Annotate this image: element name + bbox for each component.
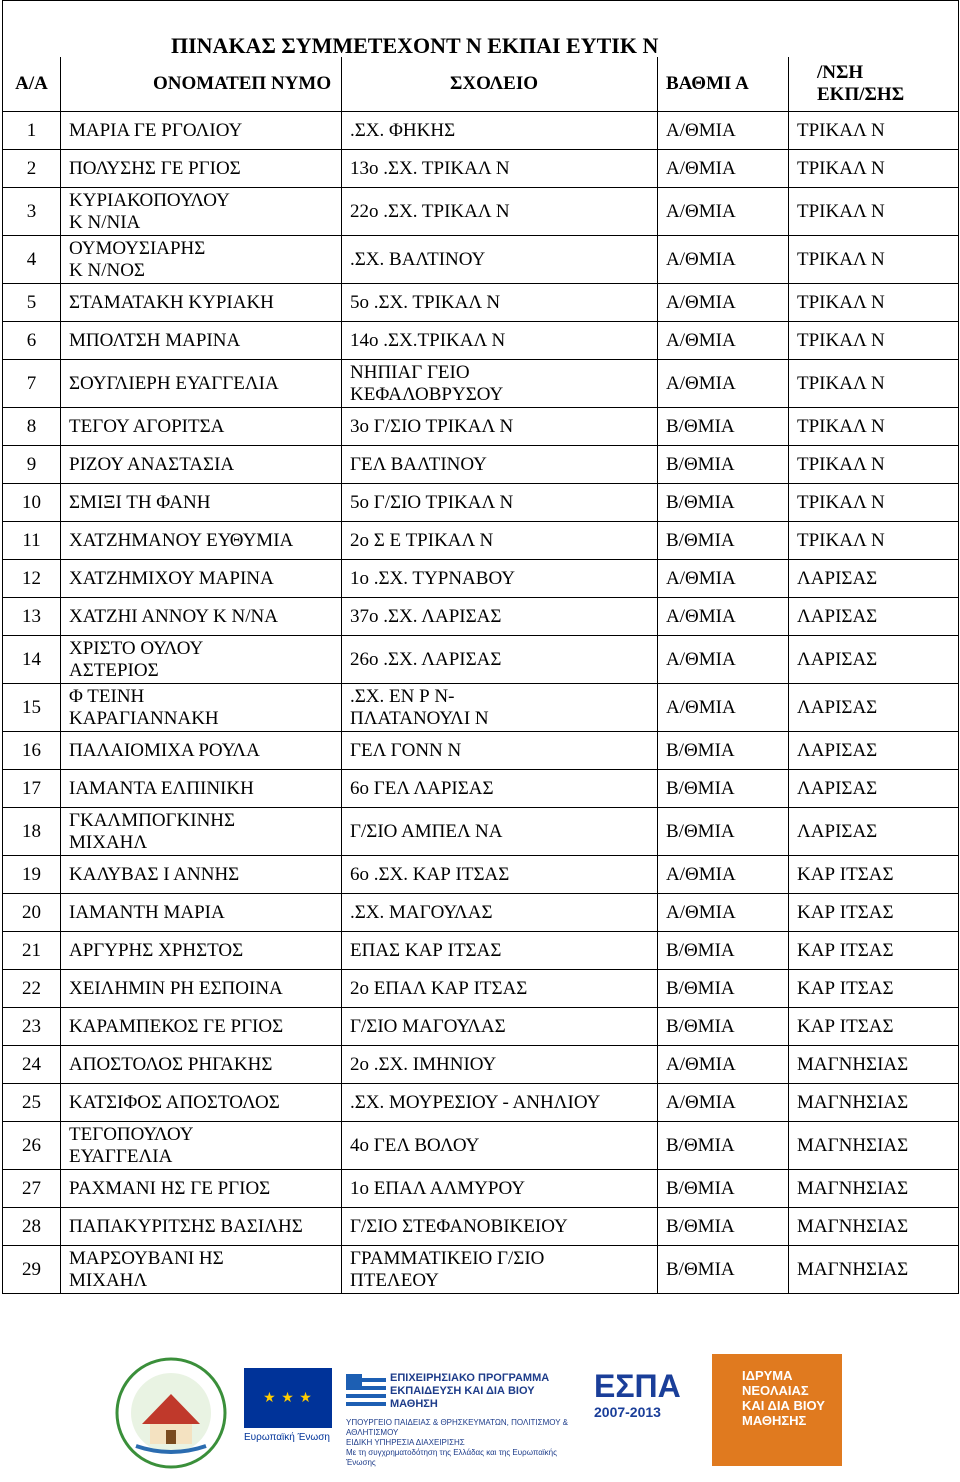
row-school: ΓΡΑΜΜΑΤΙΚΕΙΟ Γ/ΣΙΟ ΠΤΕΛΕΟΥ bbox=[342, 1246, 658, 1294]
row-school: ΓΕΛ ΒΑΛΤΙΝΟΥ bbox=[342, 446, 658, 484]
row-direction: ΤΡΙΚΑΛ Ν bbox=[789, 112, 959, 150]
row-number: 11 bbox=[3, 522, 61, 560]
row-school: .ΣΧ. ΕΝ Ρ Ν- ΠΛΑΤΑΝΟΥΛΙ Ν bbox=[342, 684, 658, 732]
table-row bbox=[3, 446, 959, 484]
row-level: Β/ΘΜΙΑ bbox=[658, 1170, 789, 1208]
row-level: Β/ΘΜΙΑ bbox=[658, 1008, 789, 1046]
row-name: ΡΑΧΜΑΝΙ ΗΣ ΓΕ ΡΓΙΟΣ bbox=[61, 1170, 342, 1208]
row-number: 27 bbox=[3, 1170, 61, 1208]
row-level: Α/ΘΜΙΑ bbox=[658, 636, 789, 684]
row-name: ΚΑΤΣΙΦΟΣ ΑΠΟΣΤΟΛΟΣ bbox=[61, 1084, 342, 1122]
row-name: ΜΑΡΙΑ ΓΕ ΡΓΟΛΙΟΥ bbox=[61, 112, 342, 150]
row-number: 24 bbox=[3, 1046, 61, 1084]
program-title: ΕΠΙΧΕΙΡΗΣΙΑΚΟ ΠΡΟΓΡΑΜΜΑ ΕΚΠΑΙΔΕΥΣΗ ΚΑΙ ΔΙΑ ΒΙΟΥ ΜΑΘΗΣΗ bbox=[390, 1372, 550, 1410]
row-school: 2ο .ΣΧ. ΙΜΗΝΙΟΥ bbox=[342, 1046, 658, 1084]
table-row bbox=[3, 1122, 959, 1170]
row-school: Γ/ΣΙΟ ΑΜΠΕΛ ΝΑ bbox=[342, 808, 658, 856]
row-level: Β/ΘΜΙΑ bbox=[658, 408, 789, 446]
table-row bbox=[3, 560, 959, 598]
row-number: 2 bbox=[3, 150, 61, 188]
table-row bbox=[3, 732, 959, 770]
row-name: ΧΑΤΖΗΙ ΑΝΝΟΥ Κ Ν/ΝΑ bbox=[61, 598, 342, 636]
row-school: .ΣΧ. ΜΟΥΡΕΣΙΟΥ - ΑΝΗΛΙΟΥ bbox=[342, 1084, 658, 1122]
row-level: Β/ΘΜΙΑ bbox=[658, 970, 789, 1008]
row-number: 3 bbox=[3, 188, 61, 236]
row-school: 2ο ΕΠΑΛ ΚΑΡ ΙΤΣΑΣ bbox=[342, 970, 658, 1008]
table-row bbox=[3, 808, 959, 856]
row-number: 21 bbox=[3, 932, 61, 970]
table-title: ΠΙΝΑΚΑΣ ΣΥΜΜΕΤΕΧΟΝΤ Ν ΕΚΠΑΙ ΕΥΤΙΚ Ν bbox=[3, 1, 959, 58]
row-number: 4 bbox=[3, 236, 61, 284]
row-number: 10 bbox=[3, 484, 61, 522]
row-name: Φ ΤΕΙΝΗ ΚΑΡΑΓΙΑΝΝΑΚΗ bbox=[61, 684, 342, 732]
row-number: 13 bbox=[3, 598, 61, 636]
table-row bbox=[3, 284, 959, 322]
table-row bbox=[3, 894, 959, 932]
row-name: ΙΑΜΑΝΤΗ ΜΑΡΙΑ bbox=[61, 894, 342, 932]
row-number: 12 bbox=[3, 560, 61, 598]
table-row bbox=[3, 150, 959, 188]
table-row bbox=[3, 970, 959, 1008]
row-number: 16 bbox=[3, 732, 61, 770]
row-direction: ΛΑΡΙΣΑΣ bbox=[789, 560, 959, 598]
row-direction: ΤΡΙΚΑΛ Ν bbox=[789, 408, 959, 446]
row-direction: ΤΡΙΚΑΛ Ν bbox=[789, 360, 959, 408]
row-level: Β/ΘΜΙΑ bbox=[658, 446, 789, 484]
row-school: 26ο .ΣΧ. ΛΑΡΙΣΑΣ bbox=[342, 636, 658, 684]
eu-flag-icon: ★ ★ ★ bbox=[244, 1368, 332, 1428]
row-name: ΣΟΥΓΛΙΕΡΗ ΕΥΑΓΓΕΛΙΑ bbox=[61, 360, 342, 408]
header-row bbox=[3, 57, 959, 112]
row-level: Β/ΘΜΙΑ bbox=[658, 1246, 789, 1294]
row-level: Β/ΘΜΙΑ bbox=[658, 732, 789, 770]
row-number: 19 bbox=[3, 856, 61, 894]
row-name: ΧΡΙΣΤΟ ΟΥΛΟΥ ΑΣΤΕΡΙΟΣ bbox=[61, 636, 342, 684]
row-name: ΚΑΡΑΜΠΕΚΟΣ ΓΕ ΡΓΙΟΣ bbox=[61, 1008, 342, 1046]
row-school: ΝΗΠΙΑΓ ΓΕΙΟ ΚΕΦΑΛΟΒΡΥΣΟΥ bbox=[342, 360, 658, 408]
row-direction: ΤΡΙΚΑΛ Ν bbox=[789, 322, 959, 360]
row-school: 5ο .ΣΧ. ΤΡΙΚΑΛ Ν bbox=[342, 284, 658, 322]
row-direction: ΜΑΓΝΗΣΙΑΣ bbox=[789, 1122, 959, 1170]
footer-logos bbox=[0, 1340, 960, 1482]
row-number: 23 bbox=[3, 1008, 61, 1046]
row-level: Α/ΘΜΙΑ bbox=[658, 284, 789, 322]
row-direction: ΤΡΙΚΑΛ Ν bbox=[789, 236, 959, 284]
row-school: .ΣΧ. ΒΑΛΤΙΝΟΥ bbox=[342, 236, 658, 284]
row-direction: ΚΑΡ ΙΤΣΑΣ bbox=[789, 970, 959, 1008]
row-number: 26 bbox=[3, 1122, 61, 1170]
greek-flag-icon bbox=[346, 1374, 386, 1414]
row-direction: ΚΑΡ ΙΤΣΑΣ bbox=[789, 1008, 959, 1046]
table-row bbox=[3, 1046, 959, 1084]
ideal-text: ΙΔΡΥΜΑ ΝΕΟΛΑΙΑΣ ΚΑΙ ΔΙΑ ΒΙΟΥ ΜΑΘΗΣΗΣ bbox=[742, 1368, 825, 1428]
row-level: Α/ΘΜΙΑ bbox=[658, 150, 789, 188]
espa-title: ΕΣΠΑ bbox=[594, 1368, 681, 1404]
row-name: ΑΡΓΥΡΗΣ ΧΡΗΣΤΟΣ bbox=[61, 932, 342, 970]
table-row bbox=[3, 856, 959, 894]
row-school: 14ο .ΣΧ.ΤΡΙΚΑΛ Ν bbox=[342, 322, 658, 360]
header-name: ΟΝΟΜΑΤΕΠ ΝΥΜΟ bbox=[61, 57, 342, 112]
row-direction: ΚΑΡ ΙΤΣΑΣ bbox=[789, 894, 959, 932]
table-row bbox=[3, 484, 959, 522]
row-number: 28 bbox=[3, 1208, 61, 1246]
row-level: Β/ΘΜΙΑ bbox=[658, 770, 789, 808]
row-level: Β/ΘΜΙΑ bbox=[658, 808, 789, 856]
row-school: 3ο Γ/ΣΙΟ ΤΡΙΚΑΛ Ν bbox=[342, 408, 658, 446]
row-number: 14 bbox=[3, 636, 61, 684]
row-school: 1ο ΕΠΑΛ ΑΛΜΥΡΟΥ bbox=[342, 1170, 658, 1208]
row-name: ΣΤΑΜΑΤΑΚΗ ΚΥΡΙΑΚΗ bbox=[61, 284, 342, 322]
row-name: ΚΥΡΙΑΚΟΠΟΥΛΟΥ Κ Ν/ΝΙΑ bbox=[61, 188, 342, 236]
row-direction: ΚΑΡ ΙΤΣΑΣ bbox=[789, 856, 959, 894]
row-direction: ΚΑΡ ΙΤΣΑΣ bbox=[789, 932, 959, 970]
row-number: 25 bbox=[3, 1084, 61, 1122]
header-aa: Α/Α bbox=[3, 57, 61, 112]
row-level: Α/ΘΜΙΑ bbox=[658, 112, 789, 150]
row-name: ΧΑΤΖΗΜΙΧΟΥ ΜΑΡΙΝΑ bbox=[61, 560, 342, 598]
row-level: Β/ΘΜΙΑ bbox=[658, 484, 789, 522]
table-row bbox=[3, 932, 959, 970]
eu-logo bbox=[244, 1368, 332, 1456]
row-direction: ΤΡΙΚΑΛ Ν bbox=[789, 484, 959, 522]
row-number: 9 bbox=[3, 446, 61, 484]
row-direction: ΤΡΙΚΑΛ Ν bbox=[789, 446, 959, 484]
row-number: 20 bbox=[3, 894, 61, 932]
table-row bbox=[3, 408, 959, 446]
table-row bbox=[3, 236, 959, 284]
table-row bbox=[3, 360, 959, 408]
row-level: Β/ΘΜΙΑ bbox=[658, 1208, 789, 1246]
row-school: 2ο Σ Ε ΤΡΙΚΑΛ Ν bbox=[342, 522, 658, 560]
row-name: ΠΑΛΑΙΟΜΙΧΑ ΡΟΥΛΑ bbox=[61, 732, 342, 770]
row-name: ΧΕΙΛΗΜΙΝ ΡΗ ΕΣΠΟΙΝΑ bbox=[61, 970, 342, 1008]
participants-table bbox=[2, 0, 959, 1294]
program-logo bbox=[346, 1368, 580, 1478]
row-name: ΟΥΜΟΥΣΙΑΡΗΣ Κ Ν/ΝΟΣ bbox=[61, 236, 342, 284]
row-level: Β/ΘΜΙΑ bbox=[658, 1122, 789, 1170]
row-name: ΙΑΜΑΝΤΑ ΕΛΠΙΝΙΚΗ bbox=[61, 770, 342, 808]
row-direction: ΛΑΡΙΣΑΣ bbox=[789, 808, 959, 856]
row-level: Α/ΘΜΙΑ bbox=[658, 360, 789, 408]
espa-years: 2007-2013 bbox=[594, 1404, 661, 1420]
row-school: 22ο .ΣΧ. ΤΡΙΚΑΛ Ν bbox=[342, 188, 658, 236]
row-name: ΚΑΛΥΒΑΣ Ι ΑΝΝΗΣ bbox=[61, 856, 342, 894]
row-direction: ΤΡΙΚΑΛ Ν bbox=[789, 188, 959, 236]
row-direction: ΤΡΙΚΑΛ Ν bbox=[789, 284, 959, 322]
table-row bbox=[3, 1008, 959, 1046]
table-row bbox=[3, 1170, 959, 1208]
table-row bbox=[3, 322, 959, 360]
participants-sheet bbox=[2, 0, 958, 1294]
row-number: 22 bbox=[3, 970, 61, 1008]
row-level: Α/ΘΜΙΑ bbox=[658, 598, 789, 636]
table-row bbox=[3, 188, 959, 236]
row-school: 6ο .ΣΧ. ΚΑΡ ΙΤΣΑΣ bbox=[342, 856, 658, 894]
row-direction: ΜΑΓΝΗΣΙΑΣ bbox=[789, 1170, 959, 1208]
row-level: Α/ΘΜΙΑ bbox=[658, 236, 789, 284]
row-name: ΡΙΖΟΥ ΑΝΑΣΤΑΣΙΑ bbox=[61, 446, 342, 484]
row-number: 6 bbox=[3, 322, 61, 360]
row-school: 6ο ΓΕΛ ΛΑΡΙΣΑΣ bbox=[342, 770, 658, 808]
row-school: ΕΠΑΣ ΚΑΡ ΙΤΣΑΣ bbox=[342, 932, 658, 970]
row-level: Α/ΘΜΙΑ bbox=[658, 322, 789, 360]
table-row bbox=[3, 1208, 959, 1246]
row-number: 18 bbox=[3, 808, 61, 856]
row-name: ΠΟΛΥΣΗΣ ΓΕ ΡΓΙΟΣ bbox=[61, 150, 342, 188]
row-direction: ΛΑΡΙΣΑΣ bbox=[789, 636, 959, 684]
row-direction: ΛΑΡΙΣΑΣ bbox=[789, 732, 959, 770]
table-row bbox=[3, 1246, 959, 1294]
row-direction: ΤΡΙΚΑΛ Ν bbox=[789, 522, 959, 560]
table-row bbox=[3, 598, 959, 636]
row-direction: ΜΑΓΝΗΣΙΑΣ bbox=[789, 1046, 959, 1084]
row-number: 29 bbox=[3, 1246, 61, 1294]
table-body bbox=[3, 112, 959, 1294]
row-number: 7 bbox=[3, 360, 61, 408]
row-name: ΜΠΟΛΤΣΗ ΜΑΡΙΝΑ bbox=[61, 322, 342, 360]
row-school: 1ο .ΣΧ. ΤΥΡΝΑΒΟΥ bbox=[342, 560, 658, 598]
cofund-text: Με τη συγχρηματοδότηση της Ελλάδας και της Ευρωπαϊκής Ένωσης bbox=[346, 1448, 557, 1467]
row-level: Α/ΘΜΙΑ bbox=[658, 894, 789, 932]
row-name: ΑΠΟΣΤΟΛΟΣ ΡΗΓΑΚΗΣ bbox=[61, 1046, 342, 1084]
row-level: Α/ΘΜΙΑ bbox=[658, 560, 789, 598]
header-direction: /ΝΣΗ ΕΚΠ/ΣΗΣ bbox=[789, 57, 959, 112]
header-school: ΣΧΟΛΕΙΟ bbox=[342, 57, 658, 112]
row-school: 37ο .ΣΧ. ΛΑΡΙΣΑΣ bbox=[342, 598, 658, 636]
row-level: Α/ΘΜΙΑ bbox=[658, 856, 789, 894]
row-level: Α/ΘΜΙΑ bbox=[658, 1046, 789, 1084]
eu-caption: Ευρωπαϊκή Ένωση bbox=[244, 1432, 330, 1443]
row-school: ΓΕΛ ΓΟΝΝ Ν bbox=[342, 732, 658, 770]
row-school: 4ο ΓΕΛ ΒΟΛΟΥ bbox=[342, 1122, 658, 1170]
row-direction: ΛΑΡΙΣΑΣ bbox=[789, 598, 959, 636]
row-level: Α/ΘΜΙΑ bbox=[658, 684, 789, 732]
row-level: Α/ΘΜΙΑ bbox=[658, 1084, 789, 1122]
table-row bbox=[3, 522, 959, 560]
table-row bbox=[3, 684, 959, 732]
row-direction: ΤΡΙΚΑΛ Ν bbox=[789, 150, 959, 188]
row-number: 5 bbox=[3, 284, 61, 322]
table-row bbox=[3, 770, 959, 808]
row-name: ΤΕΓΟΥ ΑΓΟΡΙΤΣΑ bbox=[61, 408, 342, 446]
row-name: ΓΚΑΛΜΠΟΓΚΙΝΗΣ ΜΙΧΑΗΛ bbox=[61, 808, 342, 856]
row-number: 15 bbox=[3, 684, 61, 732]
row-level: Α/ΘΜΙΑ bbox=[658, 188, 789, 236]
table-row bbox=[3, 636, 959, 684]
row-direction: ΜΑΓΝΗΣΙΑΣ bbox=[789, 1084, 959, 1122]
row-direction: ΛΑΡΙΣΑΣ bbox=[789, 684, 959, 732]
row-direction: ΛΑΡΙΣΑΣ bbox=[789, 770, 959, 808]
row-name: ΣΜΙΞΙ ΤΗ ΦΑΝΗ bbox=[61, 484, 342, 522]
row-name: ΧΑΤΖΗΜΑΝΟΥ ΕΥΘΥΜΙΑ bbox=[61, 522, 342, 560]
header-level: ΒΑΘΜΙ Α bbox=[658, 57, 789, 112]
institute-emblem-icon bbox=[112, 1354, 230, 1472]
espa-logo bbox=[594, 1368, 698, 1448]
title-row bbox=[3, 1, 959, 58]
row-school: 13ο .ΣΧ. ΤΡΙΚΑΛ Ν bbox=[342, 150, 658, 188]
ministry-text: ΥΠΟΥΡΓΕΙΟ ΠΑΙΔΕΙΑΣ & ΘΡΗΣΚΕΥΜΑΤΩΝ, ΠΟΛΙΤΙΣΜΟΥ & ΑΘΛΗΤΙΣΜΟΥ ΕΙΔΙΚΗ ΥΠΗΡΕΣΙΑ ΔΙΑΧΕΙΡΙΣΗΣ bbox=[346, 1418, 568, 1447]
row-direction: ΜΑΓΝΗΣΙΑΣ bbox=[789, 1246, 959, 1294]
row-number: 17 bbox=[3, 770, 61, 808]
table-row bbox=[3, 1084, 959, 1122]
row-number: 1 bbox=[3, 112, 61, 150]
row-direction: ΜΑΓΝΗΣΙΑΣ bbox=[789, 1208, 959, 1246]
row-name: ΤΕΓΟΠΟΥΛΟΥ ΕΥΑΓΓΕΛΙΑ bbox=[61, 1122, 342, 1170]
ideal-logo bbox=[712, 1354, 842, 1466]
row-school: Γ/ΣΙΟ ΜΑΓΟΥΛΑΣ bbox=[342, 1008, 658, 1046]
row-school: .ΣΧ. ΜΑΓΟΥΛΑΣ bbox=[342, 894, 658, 932]
row-name: ΜΑΡΣΟΥΒΑΝΙ ΗΣ ΜΙΧΑΗΛ bbox=[61, 1246, 342, 1294]
row-number: 8 bbox=[3, 408, 61, 446]
row-name: ΠΑΠΑΚΥΡΙΤΣΗΣ ΒΑΣΙΛΗΣ bbox=[61, 1208, 342, 1246]
row-level: Β/ΘΜΙΑ bbox=[658, 522, 789, 560]
institute-logo bbox=[112, 1354, 230, 1472]
row-school: Γ/ΣΙΟ ΣΤΕΦΑΝΟΒΙΚΕΙΟΥ bbox=[342, 1208, 658, 1246]
row-school: .ΣΧ. ΦΗΚΗΣ bbox=[342, 112, 658, 150]
row-school: 5ο Γ/ΣΙΟ ΤΡΙΚΑΛ Ν bbox=[342, 484, 658, 522]
row-level: Β/ΘΜΙΑ bbox=[658, 932, 789, 970]
table-row bbox=[3, 112, 959, 150]
